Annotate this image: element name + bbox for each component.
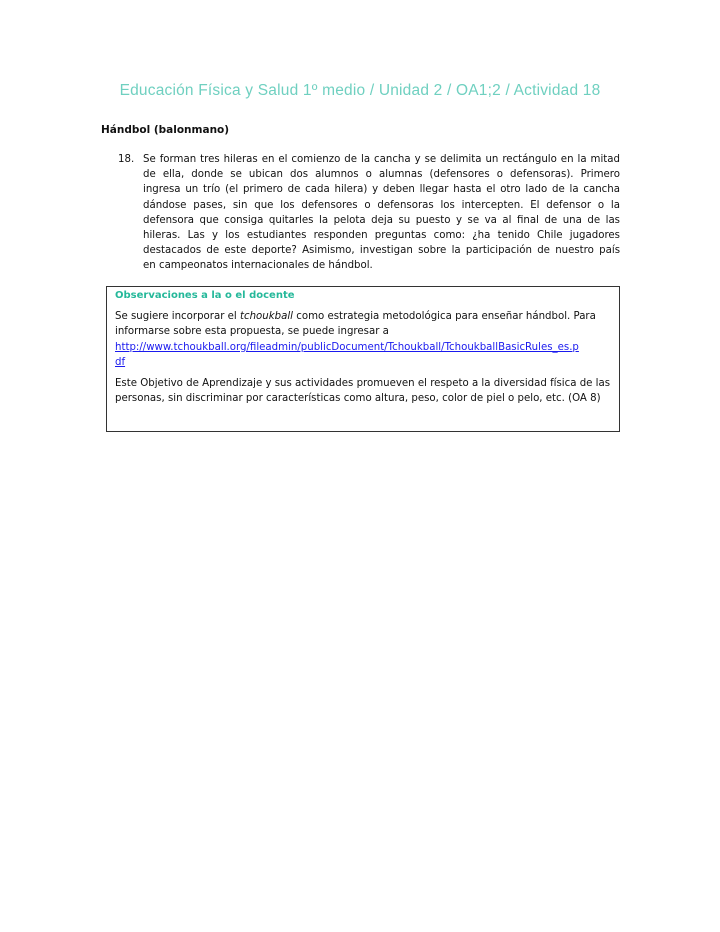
tchoukball-link[interactable]	[115, 342, 579, 368]
observations-title: Observaciones a la o el docente	[115, 290, 295, 301]
observations-box	[106, 286, 620, 432]
activity-line: dándose pases, sin que los defensores o defensoras los intercepten. El defensor o la	[143, 199, 620, 211]
section-heading: Hándbol (balonmano)	[101, 124, 230, 136]
observations-paragraph-2: Este Objetivo de Aprendizaje y sus actividades promueven el respeto a la diversidad física de las personas, sin discriminar por características como altura, peso, color de piel o pelo, etc. (OA 8)	[115, 378, 611, 405]
activity-line: Se forman tres hileras en el comienzo de la cancha y se delimita un rectángulo en la mitad	[143, 154, 620, 165]
observations-paragraph-1	[115, 309, 613, 370]
activity-line: defensora que consiga quitarles la pelota deja su puesto y se va al final de una de las	[143, 214, 620, 226]
activity-number: 18.	[118, 154, 135, 165]
activity-item	[118, 152, 620, 274]
p1-text: Se sugiere incorporar el	[115, 311, 240, 323]
page-title: Educación Física y Salud 1º medio / Unidad 2 / OA1;2 / Actividad 18	[119, 82, 601, 99]
activity-line: destacados de este deporte? Asimismo, investigan sobre la participación de nuestro país	[143, 245, 620, 257]
activity-line: en campeonatos internacionales de hándbol.	[143, 260, 373, 272]
link-text[interactable]: df	[115, 356, 126, 368]
p1-text: como estrategia metodológica para enseñar hándbol. Para informarse sobre esta propuesta, se puede ingresar a	[115, 311, 596, 338]
activity-line: ingresa un trío (el primero de cada hilera) y deben llegar hasta el otro lado de la cancha	[143, 184, 620, 196]
activity-line: de ella, donde se ubican dos alumnos o alumnas (defensores o defensoras). Primero	[143, 169, 620, 181]
p1-italic: tchoukball	[239, 311, 293, 323]
link-text[interactable]: http://www.tchoukball.org/fileadmin/publicDocument/Tchoukball/TchoukballBasicRules_es.p	[115, 341, 579, 353]
activity-line: hileras. Las y los estudiantes responden preguntas como: ¿ha tenido Chile jugadores	[143, 230, 620, 242]
